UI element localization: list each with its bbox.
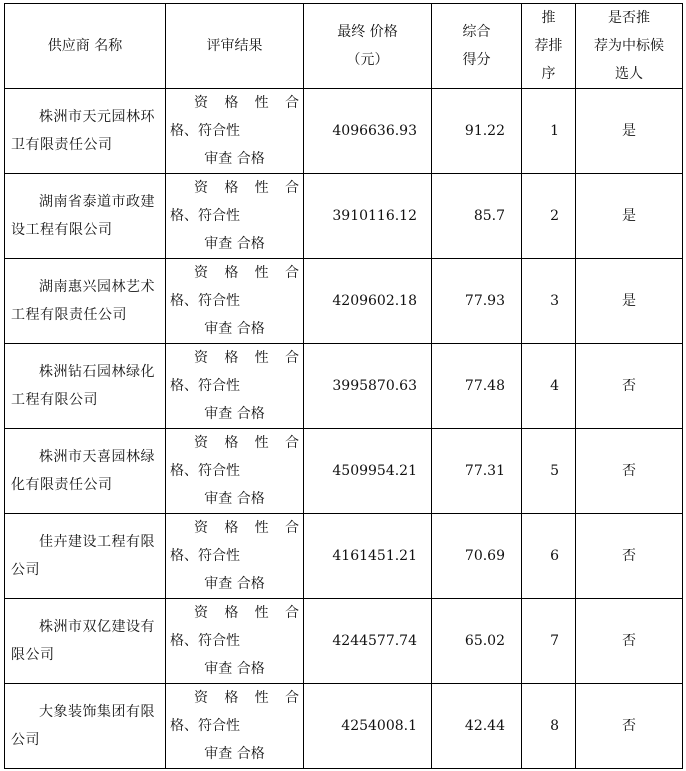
header-score-line2: 得分	[462, 52, 491, 68]
supplier-name: 株洲市天喜园林绿化有限责任公司	[11, 449, 155, 493]
header-result-label: 评审结果	[206, 38, 263, 54]
recommended-cell: 否	[576, 514, 683, 599]
price-cell: 3910116.12	[304, 174, 432, 259]
header-price-line2: （元）	[346, 52, 389, 68]
header-score-line1: 综合	[462, 24, 491, 40]
recommended-cell: 否	[576, 344, 683, 429]
supplier-cell	[5, 599, 166, 684]
result-line3: 审查 合格	[204, 236, 265, 252]
score-cell: 77.31	[432, 429, 522, 514]
recommended-cell: 是	[576, 174, 683, 259]
supplier-cell	[5, 514, 166, 599]
result-line2: 格、符合性	[170, 463, 240, 479]
supplier-cell	[5, 344, 166, 429]
header-recommended-line3: 选人	[615, 66, 643, 82]
price-cell: 4096636.93	[304, 89, 432, 174]
recommended-cell: 否	[576, 684, 683, 769]
table-row	[5, 259, 683, 344]
header-recommended	[576, 4, 683, 89]
header-rank-line1: 推	[541, 10, 556, 26]
score-cell: 85.7	[432, 174, 522, 259]
header-price	[304, 4, 432, 89]
supplier-cell	[5, 429, 166, 514]
supplier-name: 株洲钻石园林绿化工程有限公司	[11, 364, 155, 408]
result-line2: 格、符合性	[170, 633, 240, 649]
price-cell: 4244577.74	[304, 599, 432, 684]
result-line2: 格、符合性	[170, 123, 240, 139]
result-cell	[166, 174, 304, 259]
price-cell: 4161451.21	[304, 514, 432, 599]
table-row	[5, 174, 683, 259]
table-row	[5, 429, 683, 514]
score-cell: 42.44	[432, 684, 522, 769]
result-line1: 资格性合	[194, 605, 299, 621]
result-line1: 资格性合	[194, 520, 299, 536]
price-cell: 4509954.21	[304, 429, 432, 514]
table-row	[5, 89, 683, 174]
score-cell: 77.93	[432, 259, 522, 344]
rank-cell: 7	[522, 599, 576, 684]
score-cell: 65.02	[432, 599, 522, 684]
result-line1: 资格性合	[194, 435, 299, 451]
rank-cell: 2	[522, 174, 576, 259]
result-line1: 资格性合	[194, 350, 299, 366]
result-line1: 资格性合	[194, 690, 299, 706]
result-line3: 审查 合格	[204, 406, 265, 422]
supplier-name: 湖南惠兴园林艺术工程有限责任公司	[11, 279, 155, 323]
result-line3: 审查 合格	[204, 321, 265, 337]
supplier-name: 湖南省泰道市政建设工程有限公司	[11, 194, 155, 238]
header-result	[166, 4, 304, 89]
header-rank	[522, 4, 576, 89]
header-supplier	[5, 4, 166, 89]
result-cell	[166, 344, 304, 429]
score-cell: 77.48	[432, 344, 522, 429]
result-line3: 审查 合格	[204, 491, 265, 507]
result-cell	[166, 259, 304, 344]
result-line2: 格、符合性	[170, 548, 240, 564]
recommended-cell: 否	[576, 429, 683, 514]
bid-evaluation-table	[4, 3, 683, 769]
recommended-cell: 是	[576, 259, 683, 344]
result-line1: 资格性合	[194, 95, 299, 111]
table-row	[5, 599, 683, 684]
result-cell	[166, 89, 304, 174]
result-line2: 格、符合性	[170, 208, 240, 224]
recommended-cell: 是	[576, 89, 683, 174]
header-row	[5, 4, 683, 89]
result-cell	[166, 599, 304, 684]
header-recommended-line1: 是否推	[608, 10, 650, 26]
result-line1: 资格性合	[194, 265, 299, 281]
rank-cell: 1	[522, 89, 576, 174]
table-row	[5, 514, 683, 599]
price-cell: 3995870.63	[304, 344, 432, 429]
result-line1: 资格性合	[194, 180, 299, 196]
result-line2: 格、符合性	[170, 718, 240, 734]
table-row	[5, 344, 683, 429]
result-cell	[166, 429, 304, 514]
header-rank-line2: 荐排	[534, 38, 563, 54]
supplier-cell	[5, 89, 166, 174]
result-cell	[166, 514, 304, 599]
result-line3: 审查 合格	[204, 576, 265, 592]
supplier-name: 大象装饰集团有限公司	[11, 704, 155, 748]
header-price-line1: 最终 价格	[337, 24, 398, 40]
result-line3: 审查 合格	[204, 151, 265, 167]
result-line3: 审查 合格	[204, 661, 265, 677]
recommended-cell: 否	[576, 599, 683, 684]
score-cell: 91.22	[432, 89, 522, 174]
price-cell: 4209602.18	[304, 259, 432, 344]
table-row	[5, 684, 683, 769]
result-line2: 格、符合性	[170, 378, 240, 394]
rank-cell: 6	[522, 514, 576, 599]
header-score-block	[463, 18, 491, 74]
header-recommended-block	[594, 4, 664, 88]
header-rank-line3: 序	[541, 66, 556, 82]
header-price-block	[337, 18, 397, 74]
rank-cell: 4	[522, 344, 576, 429]
result-line3: 审查 合格	[204, 746, 265, 762]
rank-cell: 3	[522, 259, 576, 344]
supplier-name: 株洲市天元园林环卫有限责任公司	[11, 109, 155, 153]
header-rank-block	[535, 4, 563, 88]
result-cell	[166, 684, 304, 769]
result-line2: 格、符合性	[170, 293, 240, 309]
header-recommended-line2: 荐为中标候	[594, 38, 664, 54]
price-cell: 4254008.1	[304, 684, 432, 769]
supplier-name: 株洲市双亿建设有限公司	[11, 619, 155, 663]
supplier-cell	[5, 174, 166, 259]
rank-cell: 8	[522, 684, 576, 769]
score-cell: 70.69	[432, 514, 522, 599]
supplier-cell	[5, 684, 166, 769]
supplier-cell	[5, 259, 166, 344]
rank-cell: 5	[522, 429, 576, 514]
header-score	[432, 4, 522, 89]
supplier-name: 佳卉建设工程有限公司	[11, 534, 155, 578]
header-supplier-label: 供应商 名称	[47, 38, 123, 54]
